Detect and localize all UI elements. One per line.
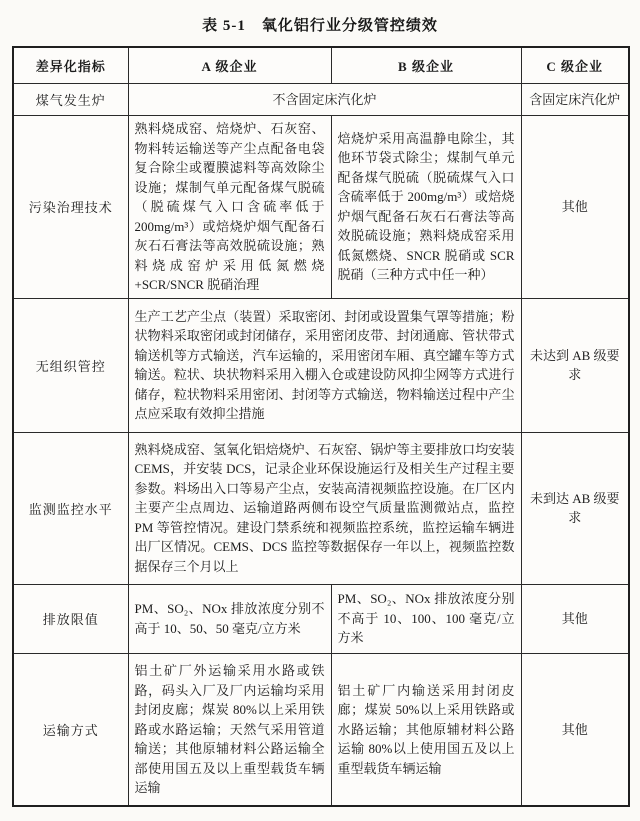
grade-ab-cell: 熟料烧成窑、氢氧化铝焙烧炉、石灰窑、锅炉等主要排放口均安装 CEMS，并安装 DCS，记录企业环保设施运行及相关生产过程主要参数。料场出入口等易产尘点，安装高清视频监控设施。在厂区内主要产尘点周边、运输道路两侧布设空气质量监测微站点，监控 PM 等管控情况。建设门禁系统和视频监控系统，监控运输车辆进出厂区情况。CEMS、DCS 监控等数据保存一年以上，视频监控数据保存三个月以上 [128, 432, 521, 584]
grade-a-cell: 铝土矿厂外运输采用水路或铁路，码头入厂及厂内运输均采用封闭皮廊；煤炭 80%以上采用铁路或水路运输；天然气采用管道输送；其他原辅材料公路运输全部使用国五及以上重型载货车辆运输 [128, 653, 331, 806]
grade-c-cell: 其他 [521, 116, 629, 299]
table-row-pollution-control [13, 116, 629, 299]
grade-b-cell: 铝土矿厂内输送采用封闭皮廊；煤炭 50%以上采用铁路或水路运输；其他原辅材料公路运输 80%以上使用国五及以上重型载货车辆运输 [331, 653, 521, 806]
table-row-transport-mode [13, 653, 629, 806]
indicator-cell: 运输方式 [13, 653, 128, 806]
grade-c-cell: 其他 [521, 653, 629, 806]
grade-c-cell: 未达到 AB 级要求 [521, 298, 629, 432]
header-grade-c: C 级企业 [521, 47, 629, 84]
header-indicator: 差异化指标 [13, 47, 128, 84]
indicator-cell: 监测监控水平 [13, 432, 128, 584]
grade-c-cell: 其他 [521, 584, 629, 653]
table-row-emission-limits [13, 584, 629, 653]
page-title: 表 5-1 氧化铝行业分级管控绩效 [202, 18, 438, 34]
grade-b-cell: 焙烧炉采用高温静电除尘，其他环节袋式除尘；煤制气单元配备煤气脱硫（脱硫煤气入口含硫率低于 200mg/m³）或焙烧炉烟气配备石灰石石膏法等高效脱硫设施；熟料烧成窑采用低氮燃烧、SNCR 脱硝或 SCR 脱硝（三种方式中任一种） [331, 116, 521, 299]
grading-table [12, 46, 630, 807]
header-grade-b: B 级企业 [331, 47, 521, 84]
grade-ab-cell: 不含固定床汽化炉 [128, 84, 521, 116]
indicator-cell: 无组织管控 [13, 298, 128, 432]
table-row-gas-generator [13, 84, 629, 116]
indicator-cell: 排放限值 [13, 584, 128, 653]
table-row-monitoring [13, 432, 629, 584]
grade-c-cell: 含固定床汽化炉 [521, 84, 629, 116]
grade-a-cell: PM、SO₂、NOx 排放浓度分别不高于 10、50、50 毫克/立方米 [128, 584, 331, 653]
table-row-fugitive-emission [13, 298, 629, 432]
grade-c-cell: 未到达 AB 级要求 [521, 432, 629, 584]
indicator-cell: 煤气发生炉 [13, 84, 128, 116]
grade-b-cell: PM、SO₂、NOx 排放浓度分别不高于 10、100、100 毫克/立方米 [331, 584, 521, 653]
header-row [13, 47, 629, 84]
grade-a-cell: 熟料烧成窑、焙烧炉、石灰窑、物料转运输送等产尘点配备电袋复合除尘或覆膜滤料等高效除尘设施；煤制气单元配备煤气脱硫（脱硫煤气入口含硫率低于200mg/m³）或焙烧炉烟气配备石灰石石膏法等高效脱硫设施；熟料烧成窑炉采用低氮燃烧+SCR/SNCR 脱硝治理 [128, 116, 331, 299]
header-grade-a: A 级企业 [128, 47, 331, 84]
grade-ab-cell: 生产工艺产尘点（装置）采取密闭、封闭或设置集气罩等措施；粉状物料采取密闭或封闭储存，采用密闭皮带、封闭通廊、管状带式输送机等方式输送，汽车运输的，采用密闭车厢、真空罐车等方式输送。粒状、块状物料采用入棚入仓或建设防风抑尘网等方式进行储存，粒状物料采用密闭、封闭等方式输送，物料输送过程中产尘点应采取有效抑尘措施 [128, 298, 521, 432]
indicator-cell: 污染治理技术 [13, 116, 128, 299]
